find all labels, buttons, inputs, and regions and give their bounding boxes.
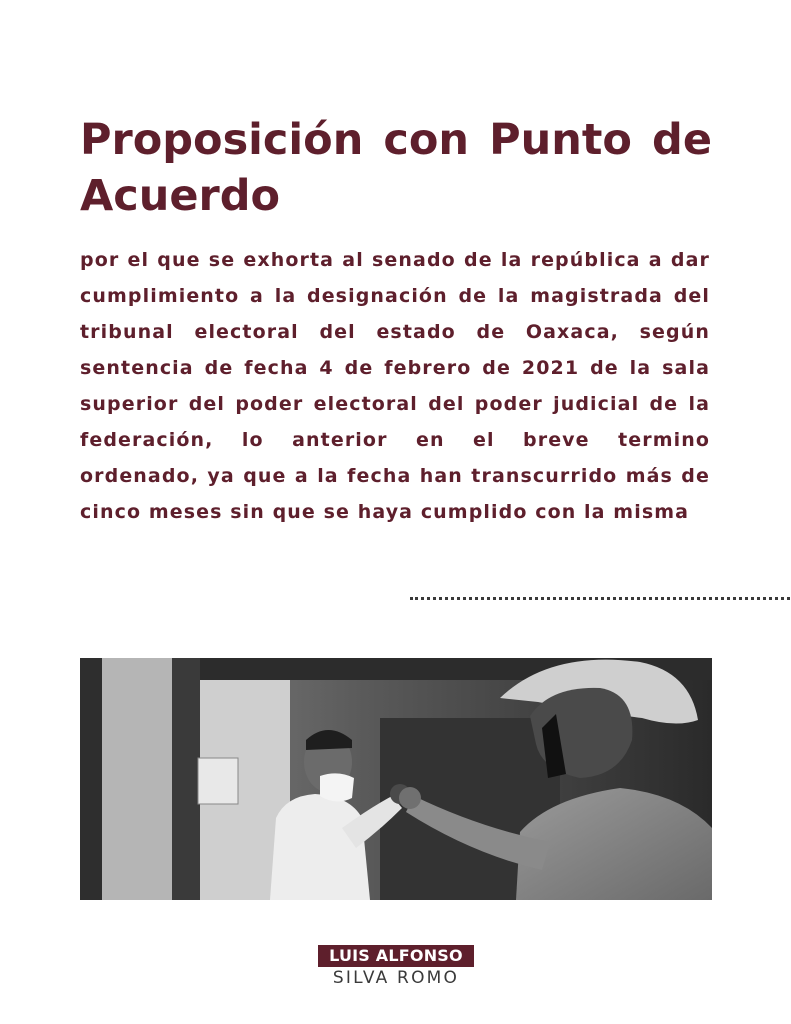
brand-logo bbox=[318, 945, 474, 988]
logo-name-line1: LUIS ALFONSO bbox=[318, 945, 474, 967]
dotted-divider bbox=[410, 597, 790, 600]
page-title: Proposición con Punto de Acuerdo bbox=[80, 115, 712, 221]
campaign-photo bbox=[80, 658, 712, 900]
logo-name-line2: SILVA ROMO bbox=[332, 968, 460, 988]
proposition-description: por el que se exhorta al senado de la república a dar cumplimiento a la designación de la magistrada del tribunal electoral del estado de Oaxaca, según sentencia de fecha 4 de febrero de 2021 de la sala superior del poder electoral del poder judicial de la federación, lo anterior en el breve termino ordenado, ya que a la fecha han transcurrido más de cinco meses sin que se haya cumplido con la misma bbox=[80, 249, 710, 523]
